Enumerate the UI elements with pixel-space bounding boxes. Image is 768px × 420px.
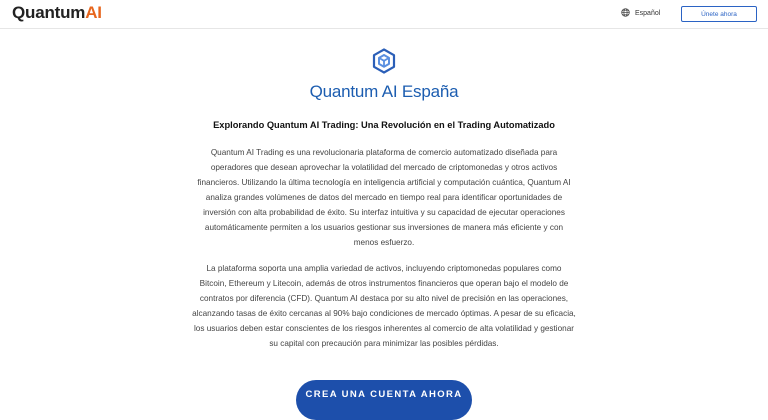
logo-text-main: Quantum	[12, 3, 86, 22]
language-label: Español	[635, 10, 661, 17]
globe-icon	[621, 8, 630, 19]
top-header	[0, 0, 768, 29]
logo-text-accent: AI	[85, 3, 102, 22]
intro-paragraph-2: La plataforma soporta una amplia variedad de activos, incluyendo criptomonedas populares como Bitcoin, Ethereum y Litecoin, además de otros instrumentos financieros que operan bajo el modelo de contratos por diferencia (CFD). Quantum AI destaca por su alto nivel de precisión en las operaciones, alcanzando tasas de éxito cercanas al 90% bajo condiciones de mercado óptimas. A pesar de su eficacia, los usuarios deben estar conscientes de los riesgos inherentes al comercio de alta volatilidad y gestionar su capital con precaución para minimizar las posibles pérdidas.	[192, 264, 576, 348]
join-now-button[interactable]: Únete ahora	[681, 6, 757, 22]
site-logo[interactable]	[12, 3, 102, 23]
create-account-button[interactable]: CREA UNA CUENTA AHORA	[296, 380, 472, 420]
page-subtitle: Explorando Quantum AI Trading: Una Revolución en el Trading Automatizado	[213, 120, 555, 130]
brand-title: Quantum AI España	[309, 82, 459, 101]
hexagon-cube-logo-icon	[371, 48, 397, 74]
intro-paragraph-1: Quantum AI Trading es una revolucionaria plataforma de comercio automatizado diseñada para operadores que desean aprovechar la volatilidad del mercado de criptomonedas y otros activos financieros. Utilizando la última tecnología en inteligencia artificial y computación cuántica, Quantum AI analiza grandes volúmenes de datos del mercado en tiempo real para identificar oportunidades de inversión con alta probabilidad de éxito. Su interfaz intuitiva y su capacidad de ejecutar operaciones automáticamente permiten a los usuarios gestionar sus inversiones de manera más eficiente y con menos esfuerzo.	[197, 148, 571, 247]
language-selector[interactable]	[621, 8, 660, 19]
